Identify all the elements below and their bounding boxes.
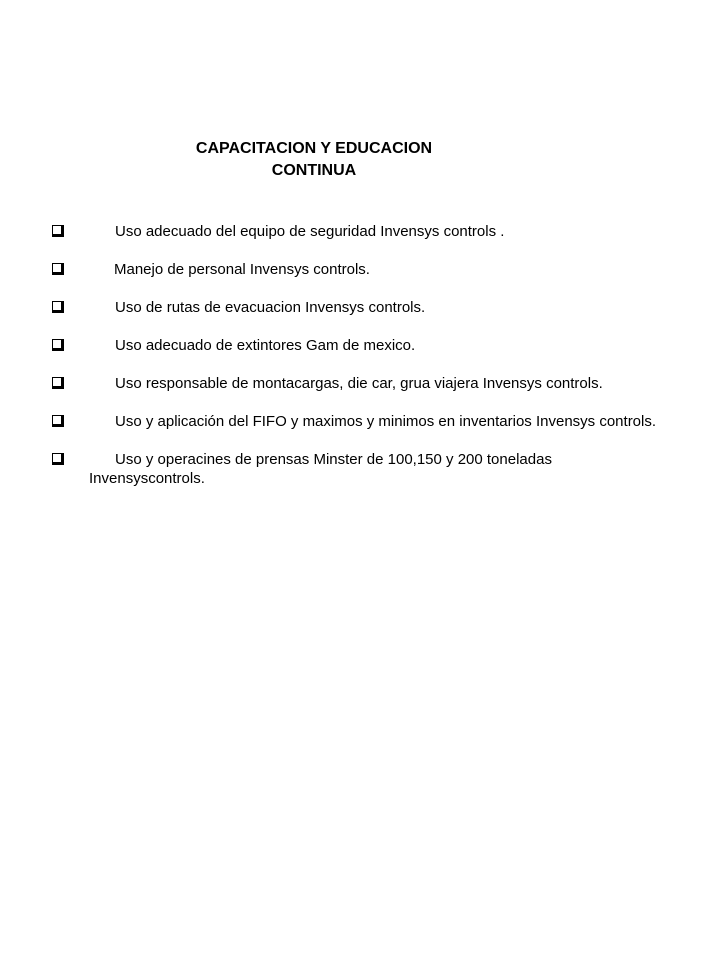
page-title-line-2: CONTINUA xyxy=(271,162,357,179)
checkbox-square-bullet-icon xyxy=(52,263,64,275)
training-list xyxy=(52,222,662,507)
checkbox-square-bullet-icon xyxy=(52,301,64,313)
list-item-text: Uso y operacines de prensas Minster de 100,150 y 200 toneladas Invensyscontrols. xyxy=(89,451,552,487)
page-title-line-1: CAPACITACION Y EDUCACION xyxy=(195,140,433,157)
list-item-text: Uso adecuado de extintores Gam de mexico. xyxy=(115,337,416,354)
list-item xyxy=(52,260,662,279)
list-item xyxy=(52,412,662,431)
checkbox-square-bullet-icon xyxy=(52,225,64,237)
checkbox-square-bullet-icon xyxy=(52,415,64,427)
list-item xyxy=(52,298,662,317)
checkbox-square-bullet-icon xyxy=(52,377,64,389)
list-item xyxy=(52,450,662,488)
checkbox-square-bullet-icon xyxy=(52,339,64,351)
list-item xyxy=(52,374,662,393)
list-item xyxy=(52,222,662,241)
page-title xyxy=(0,138,628,182)
list-item xyxy=(52,336,662,355)
checkbox-square-bullet-icon xyxy=(52,453,64,465)
list-item-text: Uso de rutas de evacuacion Invensys controls. xyxy=(115,299,426,316)
list-item-text: Uso responsable de montacargas, die car, grua viajera Invensys controls. xyxy=(115,375,603,392)
list-item-text: Uso y aplicación del FIFO y maximos y minimos en inventarios Invensys controls. xyxy=(115,413,657,430)
list-item-text: Manejo de personal Invensys controls. xyxy=(114,261,370,278)
list-item-text: Uso adecuado del equipo de seguridad Invensys controls . xyxy=(115,223,505,240)
